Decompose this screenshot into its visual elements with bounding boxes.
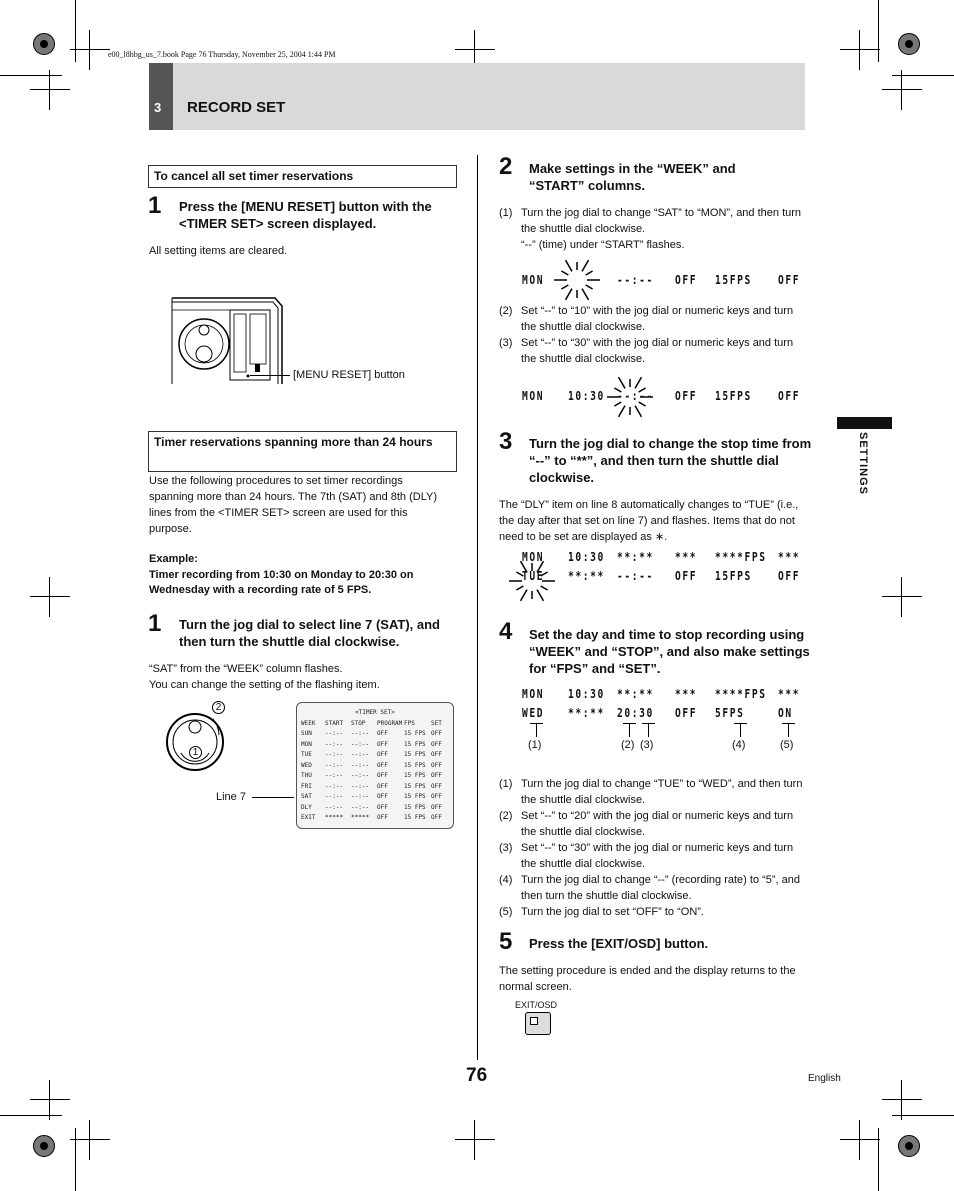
callout-line: [740, 723, 741, 737]
note: You can change the setting of the flashing item.: [149, 679, 380, 691]
step-number: 1: [148, 610, 162, 637]
cancel-timer-box: To cancel all set timer reservations: [148, 165, 457, 188]
display-cell: 15FPS: [715, 569, 752, 583]
timer-screen-cell: OFF: [377, 814, 388, 821]
step3-paragraph: The “DLY” item on line 8 automatically changes to “TUE” (i.e., the day after that set on line 7) and flashes. Items that do not need to be set are displayed as ∗.: [499, 499, 799, 543]
crosshair-icon: [840, 30, 880, 70]
callout-tick: [642, 723, 655, 724]
registration-mark-icon: [898, 1135, 920, 1157]
timer-screen-cell: 15 FPS: [404, 740, 426, 748]
list-item: [499, 808, 809, 840]
section-number-tab: [149, 63, 173, 130]
example-text: Timer recording from 10:30 on Monday to 20:30 on Wednesday with a recording rate of 5 FPS.: [149, 569, 414, 596]
item-number: (5): [499, 906, 513, 918]
timer-screen-cell: WED: [301, 761, 312, 769]
item-number: (2): [499, 305, 513, 317]
item-number: (4): [499, 874, 513, 886]
spanning-timer-box: Timer reservations spanning more than 24 hours: [148, 431, 457, 472]
timer-screen-cell: FRI: [301, 782, 312, 790]
timer-screen-header: STOP: [351, 719, 366, 727]
callout-line: [648, 723, 649, 737]
item-number: (3): [499, 842, 513, 854]
display-cell: WED: [522, 706, 545, 720]
item-number: (3): [499, 337, 513, 349]
display-cell: ***: [778, 550, 801, 564]
display-cell: ***: [675, 550, 698, 564]
display-cell: **:**: [568, 569, 605, 583]
step-number: 3: [499, 428, 513, 455]
display-week: MON: [522, 389, 545, 403]
item-text: Set “--” to “30” with the jog dial or numeric keys and turn the shuttle dial clockwise.: [521, 337, 794, 365]
timer-screen-cell: OFF: [431, 803, 442, 811]
timer-screen-cell: 15 FPS: [404, 782, 426, 790]
display-cell: **:**: [568, 706, 605, 720]
callout-label: (3): [640, 739, 654, 751]
display-cell: ON: [778, 706, 793, 720]
timer-screen-cell: 15 FPS: [404, 751, 426, 758]
timer-screen-cell: --:--: [325, 761, 344, 769]
timer-screen-cell: --:--: [351, 751, 370, 758]
display-cell: 5FPS: [715, 706, 745, 720]
timer-screen-cell: --:--: [351, 772, 370, 779]
timer-set-screen: [296, 702, 454, 829]
timer-screen-cell: OFF: [431, 793, 442, 800]
section-title: RECORD SET: [187, 99, 286, 116]
item-text: Turn the jog dial to change “--” (recording rate) to “5”, and then turn the shuttle dial clockwise.: [521, 874, 801, 902]
step-number: 2: [499, 153, 513, 180]
crosshair-icon: [455, 1120, 495, 1160]
step-text: Turn the jog dial to select line 7 (SAT), and then turn the shuttle dial clockwise.: [179, 617, 440, 649]
display-cell: **:**: [617, 550, 654, 564]
timer-screen-cell: OFF: [377, 761, 388, 769]
flash-burst-icon: [552, 255, 602, 305]
timer-screen-header: WEEK: [301, 719, 316, 727]
display-cell: ****FPS: [715, 687, 767, 701]
display-stop: --:--: [617, 389, 654, 403]
timer-screen-cell: THU: [301, 772, 312, 779]
registration-mark-icon: [33, 1135, 55, 1157]
timer-screen-cell: OFF: [431, 761, 442, 769]
display-start: 10:30: [568, 389, 605, 403]
timer-screen-cell: SUN: [301, 730, 312, 737]
page-number: 76: [466, 1065, 488, 1086]
timer-screen-cell: SAT: [301, 793, 312, 800]
timer-screen-cell: OFF: [377, 772, 388, 779]
exit-osd-label: EXIT/OSD: [515, 1000, 558, 1010]
column-divider: [477, 155, 478, 1060]
step-text: Press the [EXIT/OSD] button.: [529, 936, 709, 951]
step-text: Press the [MENU RESET] button with the <TIMER SET> screen displayed.: [179, 199, 432, 231]
timer-screen-cell: --:--: [351, 740, 370, 748]
list-item: [499, 335, 809, 367]
display-fps: 15FPS: [715, 273, 752, 287]
callout-label: (1): [528, 739, 542, 751]
timer-screen-cell: *****: [351, 814, 370, 821]
display-cell: MON: [522, 687, 545, 701]
timer-screen-cell: --:--: [351, 803, 370, 811]
display-cell: ***: [675, 687, 698, 701]
timer-screen-cell: OFF: [377, 751, 388, 758]
display-set: OFF: [778, 273, 801, 287]
list-item: [499, 303, 809, 335]
callout-tick: [734, 723, 747, 724]
timer-screen-cell: --:--: [325, 730, 344, 737]
timer-screen-cell: --:--: [325, 793, 344, 800]
display-cell: MON: [522, 550, 545, 564]
timer-screen-cell: *****: [325, 814, 344, 821]
timer-screen-header: SET: [431, 719, 442, 727]
registration-mark-icon: [33, 33, 55, 55]
timer-screen-cell: EXIT: [301, 814, 316, 821]
timer-screen-cell: 15 FPS: [404, 772, 426, 779]
callout-tick: [782, 723, 795, 724]
display-cell: 20:30: [617, 706, 654, 720]
side-tab: [837, 417, 892, 429]
display-cell: 10:30: [568, 550, 605, 564]
leader-line: [250, 375, 290, 376]
timer-screen-cell: 15 FPS: [404, 730, 426, 737]
step2-items-cont: [499, 303, 809, 367]
timer-screen-cell: OFF: [377, 730, 388, 737]
section-number: 3: [154, 100, 162, 115]
step-text: Set the day and time to stop recording using “WEEK” and “STOP”, and also make settings for “FPS” and “SET”.: [529, 627, 810, 676]
item-text: Turn the jog dial to set “OFF” to “ON”.: [521, 906, 704, 918]
crosshair-icon: [840, 1120, 880, 1160]
section-header: [149, 63, 805, 130]
item-text: Set “--” to “10” with the jog dial or numeric keys and turn the shuttle dial clockwise.: [521, 305, 794, 333]
callout-label: (4): [732, 739, 746, 751]
crosshair-icon: [882, 1080, 922, 1120]
step-text: Make settings in the “WEEK” and “START” columns.: [529, 161, 736, 193]
callout-tick: [530, 723, 543, 724]
display-cell: ****FPS: [715, 550, 767, 564]
crosshair-icon: [30, 577, 70, 617]
item-number: (1): [499, 207, 513, 219]
callout-tick: [623, 723, 636, 724]
display-cell: 10:30: [568, 687, 605, 701]
timer-screen-cell: --:--: [325, 782, 344, 790]
callout-label: (5): [780, 739, 794, 751]
display-cell: OFF: [675, 706, 698, 720]
display-program: OFF: [675, 273, 698, 287]
display-start: --:--: [617, 273, 654, 287]
language-label: English: [808, 1073, 841, 1084]
list-item: [499, 872, 809, 904]
jog-shuttle-dial-icon: [163, 705, 233, 775]
timer-screen-cell: OFF: [431, 772, 442, 779]
line7-label: Line 7: [216, 791, 246, 803]
crosshair-icon: [30, 70, 70, 110]
list-item: [499, 205, 809, 253]
timer-screen-cell: --:--: [351, 730, 370, 737]
item-text: Turn the jog dial to change “SAT” to “MON”, and then turn the shuttle dial clockwise. “--” (time) under “START” flashes.: [521, 207, 802, 251]
note: “SAT” from the “WEEK” column flashes.: [149, 663, 343, 675]
timer-screen-header: PROGRAM: [377, 719, 403, 727]
crosshair-icon: [30, 1080, 70, 1120]
timer-screen-cell: 15 FPS: [404, 793, 426, 800]
step4-items: [499, 776, 809, 920]
crosshair-icon: [882, 70, 922, 110]
example-label: Example:: [149, 553, 198, 565]
menu-reset-label: [MENU RESET] button: [293, 369, 405, 381]
display-week: MON: [522, 273, 545, 287]
step5-paragraph: The setting procedure is ended and the display returns to the normal screen.: [499, 965, 796, 993]
menu-reset-device-illustration: [170, 280, 285, 385]
intro-paragraph: Use the following procedures to set timer recordings spanning more than 24 hours. The 7th (SAT) and 8th (DLY) lines from the <TIMER SET> screen are used for this purpose.: [149, 475, 437, 535]
timer-screen-cell: 15 FPS: [404, 814, 426, 821]
timer-screen-title: <TIMER SET>: [355, 709, 395, 716]
crosshair-icon: [70, 1120, 110, 1160]
step-text: Turn the jog dial to change the stop time from “--” to “**”, and then turn the shuttle dial clockwise.: [529, 436, 812, 485]
timer-screen-cell: OFF: [431, 740, 442, 748]
timer-screen-cell: OFF: [377, 740, 388, 748]
dial-number-1: 1: [189, 746, 202, 759]
callout-label: (2): [621, 739, 635, 751]
dial-number-2: 2: [212, 701, 225, 714]
list-item: [499, 776, 809, 808]
callout-line: [788, 723, 789, 737]
timer-screen-cell: OFF: [377, 782, 388, 790]
timer-screen-header: FPS: [404, 719, 415, 727]
timer-screen-cell: --:--: [325, 803, 344, 811]
timer-screen-cell: OFF: [377, 793, 388, 800]
timer-screen-cell: --:--: [351, 761, 370, 769]
file-header: e00_l8hbg_us_7.book Page 76 Thursday, November 25, 2004 1:44 PM: [108, 50, 336, 59]
display-cell: **:**: [617, 687, 654, 701]
callout-line: [536, 723, 537, 737]
display-cell: OFF: [675, 569, 698, 583]
timer-screen-cell: TUE: [301, 751, 312, 758]
timer-screen-cell: OFF: [431, 782, 442, 790]
timer-screen-table: [301, 719, 449, 829]
display-cell: ***: [778, 687, 801, 701]
display-set: OFF: [778, 389, 801, 403]
step2-items: [499, 205, 809, 253]
timer-screen-cell: OFF: [431, 814, 442, 821]
note: All setting items are cleared.: [149, 245, 288, 257]
crosshair-icon: [70, 30, 110, 70]
item-number: (2): [499, 810, 513, 822]
registration-mark-icon: [898, 33, 920, 55]
step-number: 4: [499, 618, 513, 645]
exit-osd-button[interactable]: [525, 1012, 551, 1035]
step-number: 5: [499, 928, 513, 955]
crosshair-icon: [882, 577, 922, 617]
timer-screen-cell: OFF: [431, 730, 442, 737]
step-number: 1: [148, 192, 162, 219]
timer-screen-cell: --:--: [351, 793, 370, 800]
item-text: Turn the jog dial to change “TUE” to “WED”, and then turn the shuttle dial clockwise.: [521, 778, 803, 806]
timer-screen-cell: DLY: [301, 803, 312, 811]
display-fps: 15FPS: [715, 389, 752, 403]
list-item: [499, 840, 809, 872]
timer-screen-cell: OFF: [377, 803, 388, 811]
display-cell: OFF: [778, 569, 801, 583]
timer-screen-header: START: [325, 719, 344, 727]
side-tab-label: SETTINGS: [857, 432, 869, 496]
timer-screen-cell: --:--: [325, 772, 344, 779]
timer-screen-cell: 15 FPS: [404, 803, 426, 811]
list-item: [499, 904, 809, 920]
display-cell: TUE: [522, 569, 545, 583]
timer-screen-cell: OFF: [431, 751, 442, 758]
item-text: Set “--” to “30” with the jog dial or numeric keys and turn the shuttle dial clockwise.: [521, 842, 794, 870]
timer-screen-cell: --:--: [325, 751, 344, 758]
leader-line: [252, 797, 294, 798]
timer-screen-cell: --:--: [325, 740, 344, 748]
callout-line: [629, 723, 630, 737]
display-program: OFF: [675, 389, 698, 403]
timer-screen-cell: --:--: [351, 782, 370, 790]
display-cell: --:--: [617, 569, 654, 583]
item-number: (1): [499, 778, 513, 790]
item-text: Set “--” to “20” with the jog dial or numeric keys and turn the shuttle dial clockwise.: [521, 810, 794, 838]
timer-screen-cell: MON: [301, 740, 312, 748]
timer-screen-cell: 15 FPS: [404, 761, 426, 769]
button-indicator-icon: [530, 1017, 538, 1025]
